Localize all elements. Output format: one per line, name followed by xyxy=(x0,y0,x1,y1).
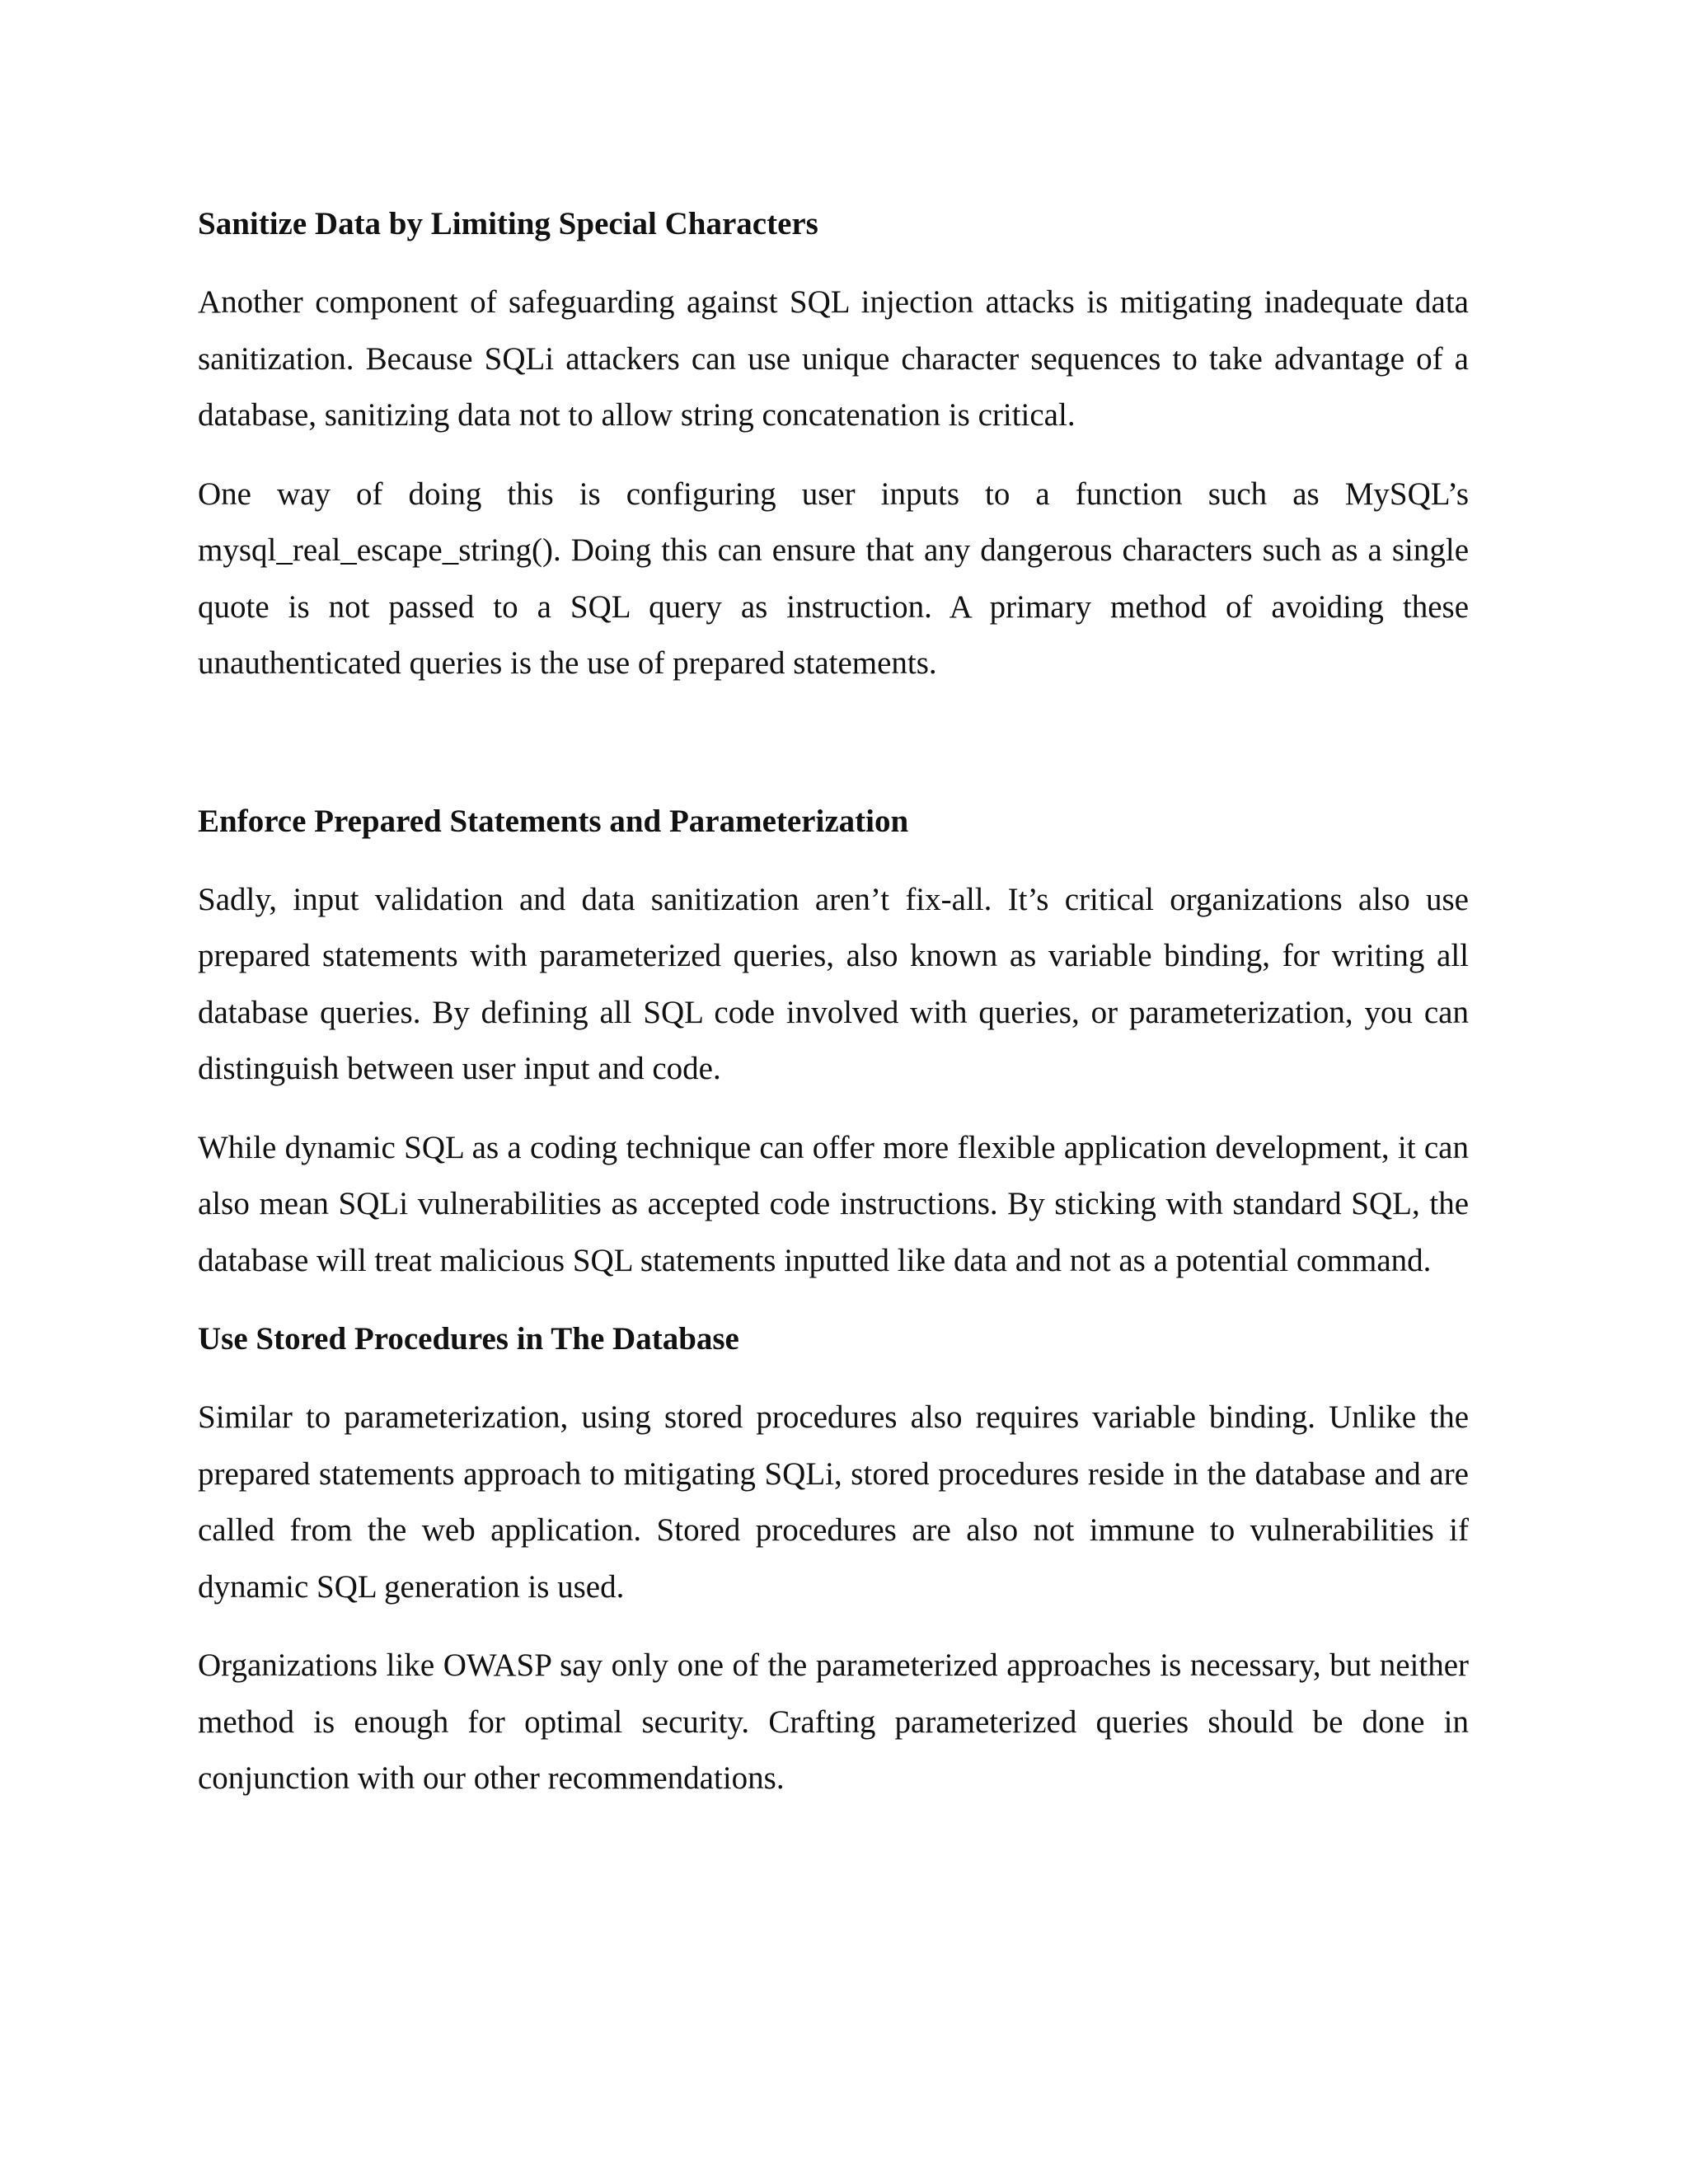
document-body xyxy=(198,196,1469,1830)
section-heading-stored-procedures: Use Stored Procedures in The Database xyxy=(198,1321,739,1357)
paragraph-parameterized-queries: Sadly, input validation and data sanitization aren’t fix-all. It’s critical organizations also use prepared statements with parameterized queries, also known as variable binding, for writing all database queries. By defining all SQL code involved with queries, or parameterization, you can distinguish between user input and code. xyxy=(198,881,1469,1086)
paragraph-escape-string: One way of doing this is configuring user inputs to a function such as MySQL’s mysql_real_escape_string(). Doing this can ensure that any dangerous characters such as a single quote is not passed to a SQL query as instruction. A primary method of avoiding these unauthenticated queries is the use of prepared statements. xyxy=(198,476,1469,681)
section-heading-prepared-statements: Enforce Prepared Statements and Parameterization xyxy=(198,803,909,839)
section-spacer xyxy=(198,715,1469,794)
paragraph-owasp: Organizations like OWASP say only one of the parameterized approaches is necessary, but neither method is enough for optimal security. Crafting parameterized queries should be done in conjunction with our other recommendations. xyxy=(198,1647,1469,1796)
paragraph-sanitization-intro: Another component of safeguarding against SQL injection attacks is mitigating inadequate data sanitization. Because SQLi attackers can use unique character sequences to take advantage of a database, sanitizing data not to allow string concatenation is critical. xyxy=(198,284,1469,433)
paragraph-dynamic-sql: While dynamic SQL as a coding technique can offer more flexible application development, it can also mean SQLi vulnerabilities as accepted code instructions. By sticking with standard SQL, the database will treat malicious SQL statements inputted like data and not as a potential command. xyxy=(198,1129,1469,1278)
section-heading-sanitize-data: Sanitize Data by Limiting Special Characters xyxy=(198,206,818,241)
paragraph-stored-procedures: Similar to parameterization, using stored procedures also requires variable binding. Unlike the prepared statements approach to mitigating SQLi, stored procedures reside in the database and are called from the web application. Stored procedures are also not immune to vulnerabilities if dynamic SQL generation is used. xyxy=(198,1399,1469,1605)
